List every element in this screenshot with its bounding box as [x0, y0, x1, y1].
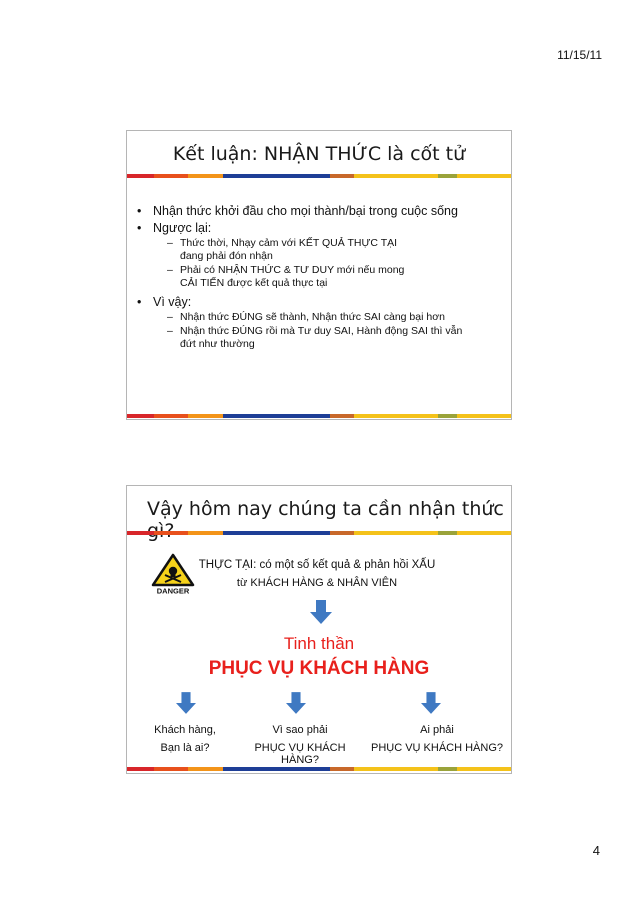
svg-text:DANGER: DANGER — [156, 586, 190, 595]
sub-bullet: – Thức thời, Nhạy cảm với KẾT QUẢ THỰC TẠI đang phải đón nhận — [167, 237, 398, 262]
down-arrow-icon — [286, 692, 306, 714]
slide-1 — [126, 130, 512, 420]
service-label: PHỤC VỤ KHÁCH HÀNG — [208, 658, 430, 679]
slide-1-bullets — [137, 202, 505, 351]
page-number: 4 — [592, 843, 600, 858]
slide-1-title: Kết luận: NHẬN THỨC là cốt tử — [172, 143, 466, 165]
slide-2-top-color-bar — [127, 531, 511, 535]
down-arrow-icon — [421, 692, 441, 714]
slide-2-bottom-color-bar — [127, 767, 511, 771]
question-3-line-1: Ai phải — [420, 724, 454, 736]
slide-2 — [126, 485, 512, 774]
bullet: • Nhận thức khởi đầu cho mọi thành/bại trong cuộc sống — [137, 204, 458, 218]
down-arrow-icon — [310, 600, 332, 624]
bullet: • Ngược lại: — [137, 221, 212, 235]
question-1-line-1: Khách hàng, — [154, 724, 216, 736]
reality-line-1: THỰC TẠI: có một số kết quả & phản hồi XẤU — [198, 559, 436, 571]
sub-bullet: – Nhận thức ĐÚNG rồi mà Tư duy SAI, Hành động SAI thì vẫn đứt như thường — [167, 325, 463, 350]
bullet: • Vì vậy: — [137, 295, 192, 309]
reality-line-2: từ KHÁCH HÀNG & NHÂN VIÊN — [236, 577, 398, 589]
question-2-line-2: PHỤC VỤ KHÁCH HÀNG? — [254, 742, 346, 766]
slide-2-title: Vậy hôm nay chúng ta cần nhận thức — [147, 498, 504, 520]
question-2-line-1: Vì sao phải — [272, 724, 328, 736]
print-date: 11/15/11 — [557, 48, 602, 62]
sub-bullet: – Phải có NHẬN THỨC & TƯ DUY mới nếu mong CẢI TIẾN được kết quả thực tại — [167, 264, 405, 289]
down-arrow-icon — [176, 692, 196, 714]
sub-bullet: – Nhận thức ĐÚNG sẽ thành, Nhận thức SAI càng bại hơn — [167, 311, 445, 323]
slide-1-top-color-bar — [127, 174, 511, 178]
spirit-label: Tinh thần — [283, 634, 355, 653]
question-3-line-2: PHỤC VỤ KHÁCH HÀNG? — [370, 742, 504, 754]
question-1-line-2: Bạn là ai? — [160, 742, 210, 754]
danger-sign-icon — [151, 553, 195, 595]
slide-1-bottom-color-bar — [127, 414, 511, 418]
